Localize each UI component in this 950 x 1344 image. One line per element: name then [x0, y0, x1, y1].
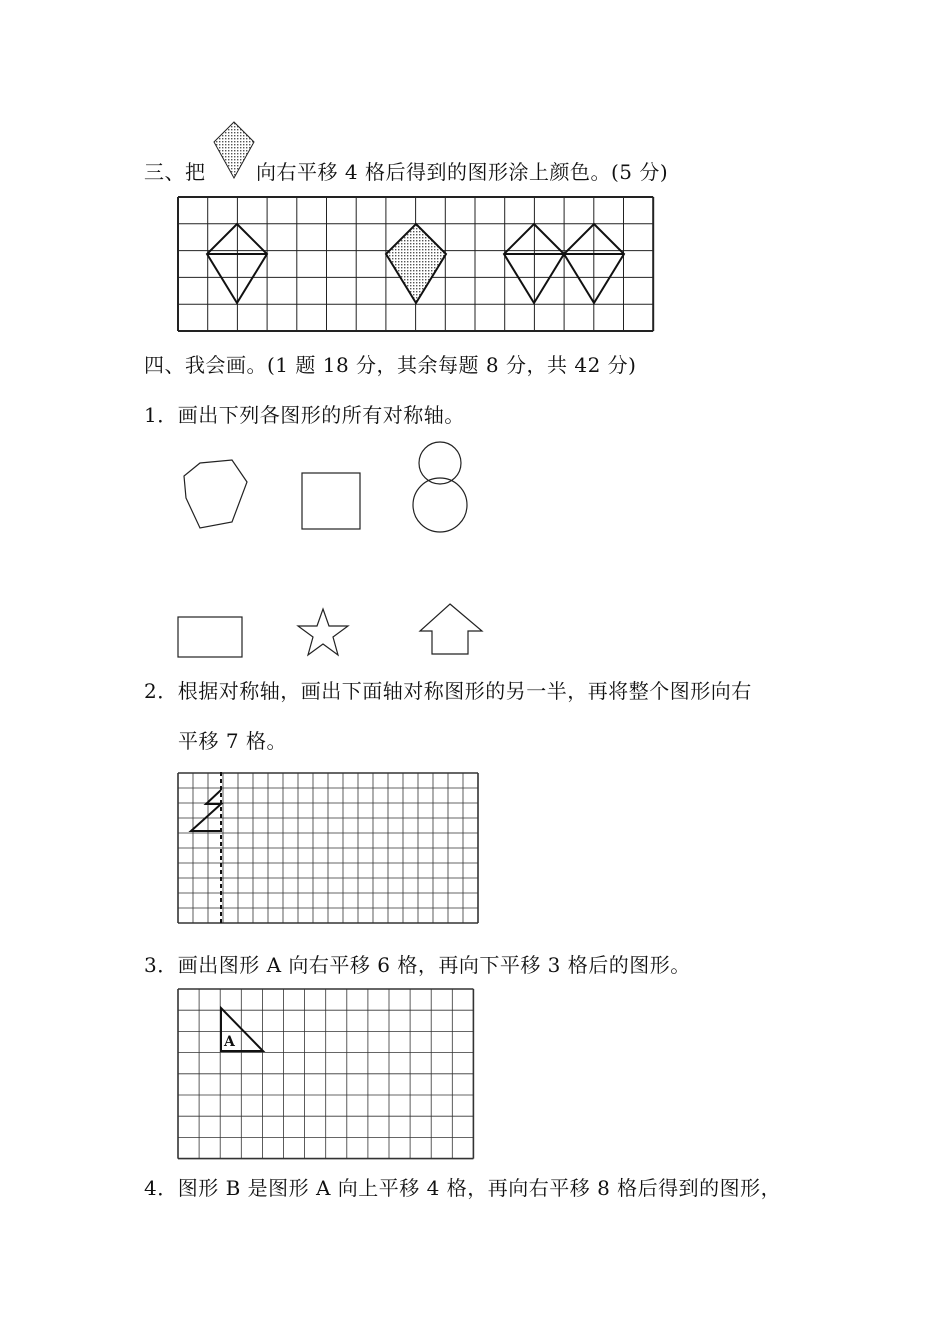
kite-shaded	[386, 224, 446, 303]
rectangle-shape	[178, 617, 242, 657]
eight-bottom-circle	[413, 478, 467, 532]
label-A: A	[224, 1034, 235, 1050]
arrow-house-shape	[420, 604, 482, 654]
hexagon-shape	[184, 460, 247, 528]
axis-symmetry-grid	[176, 772, 480, 927]
question-1: 1．画出下列各图形的所有对称轴。	[144, 403, 465, 427]
half-figure	[191, 790, 221, 831]
question-4: 4．图形 B 是图形 A 向上平移 4 格，再向右平移 8 格后得到的图形，	[144, 1176, 782, 1200]
square-shape	[302, 473, 360, 529]
question-2-line2: 平移 7 格。	[178, 729, 287, 753]
kite-grid	[176, 195, 656, 335]
translate-grid	[176, 987, 476, 1161]
symmetry-shapes-drawn	[176, 436, 496, 668]
question-3: 3．画出图形 A 向右平移 6 格，再向下平移 3 格后的图形。	[144, 953, 691, 977]
star-shape	[298, 609, 348, 655]
kite-icon	[210, 120, 258, 182]
section4-title: 四、我会画。(1 题 18 分，其余每题 8 分，共 42 分)	[144, 353, 637, 377]
section3-suffix: 向右平移 4 格后得到的图形涂上颜色。(5 分)	[256, 160, 669, 184]
question-2-line1: 2．根据对称轴，画出下面轴对称图形的另一半，再将整个图形向右	[144, 679, 752, 703]
section3-prefix: 三、把	[144, 160, 206, 184]
